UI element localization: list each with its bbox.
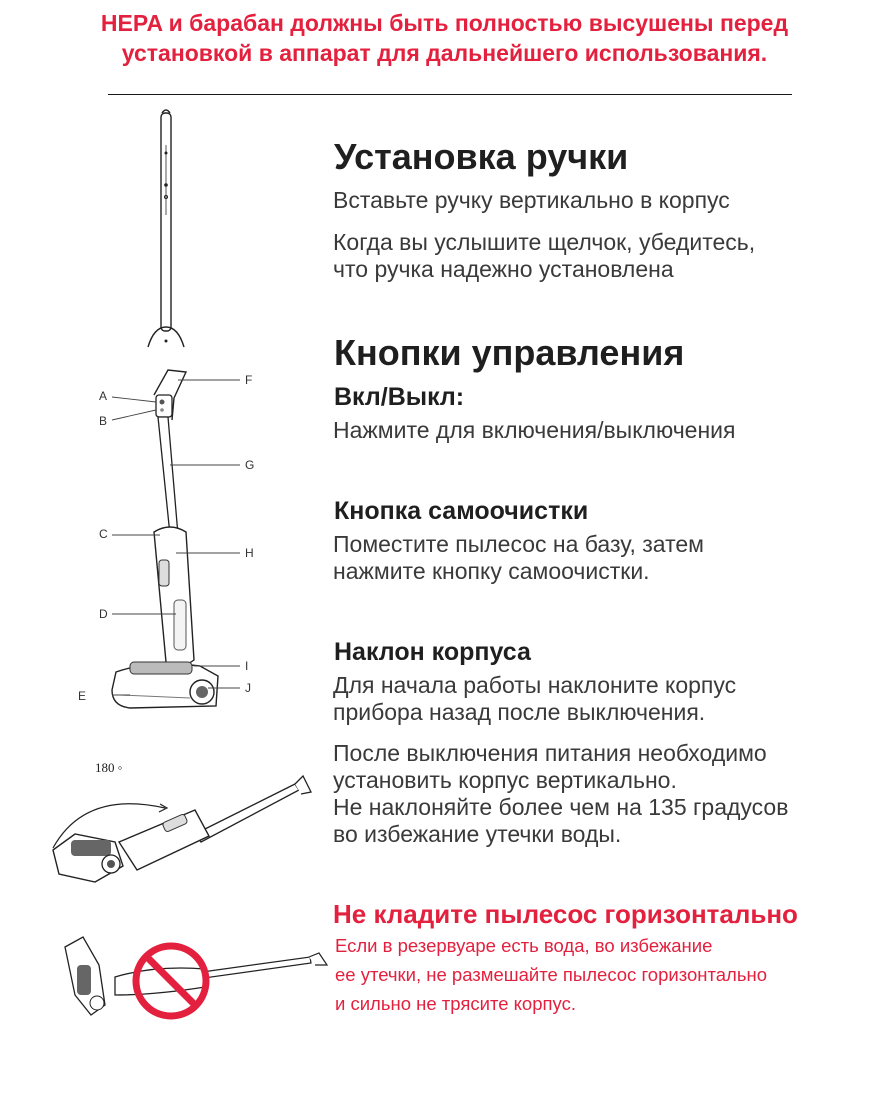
power-text: Нажмите для включения/выключения — [333, 417, 736, 443]
tilt-text: Для начала работы наклоните корпус прибора назад после выключения. — [333, 672, 737, 725]
handle-install-step1: Вставьте ручку вертикально в корпус — [333, 187, 730, 213]
handle-illustration — [140, 105, 210, 355]
power-title: Вкл/Выкл: — [334, 383, 465, 411]
label-d: D — [99, 607, 108, 621]
handle-install-step2: Когда вы услышите щелчок, убедитесь, что ручка надежно установлена — [333, 229, 756, 282]
horizontal-warning-text: Если в резервуаре есть вода, во избежание ее утечки, не размешайте пылесос горизонтально и сильно не трясите корпус. — [335, 935, 767, 1014]
tilt-illustration — [45, 770, 325, 890]
label-g: G — [245, 458, 255, 472]
vacuum-parts-diagram — [78, 360, 270, 720]
label-b: B — [99, 414, 108, 428]
tilt-note: После выключения питания необходимо установить корпус вертикально. Не наклоняйте более чем на 135 градусов во избежание утечки воды. — [333, 740, 789, 847]
label-e: E — [78, 689, 87, 703]
label-i: I — [245, 659, 249, 673]
label-h: H — [245, 546, 254, 560]
warning-line: установкой в аппарат для дальнейшего использования. — [121, 40, 768, 66]
controls-title: Кнопки управления — [334, 332, 685, 373]
label-j: J — [245, 681, 251, 695]
horizontal-warning-title: Не кладите пылесос горизонтально — [333, 899, 798, 929]
angle-label: 180 ◦ — [95, 760, 123, 775]
label-f: F — [245, 373, 253, 387]
warning-line: HEPA и барабан должны быть полностью высушены перед — [100, 10, 789, 36]
warning-banner — [0, 8, 889, 68]
self-clean-text: Поместите пылесос на базу, затем нажмите кнопку самоочистки. — [333, 531, 704, 584]
label-a: A — [99, 389, 108, 403]
divider — [108, 94, 792, 95]
tilt-title: Наклон корпуса — [334, 638, 531, 666]
horizontal-illustration — [55, 925, 330, 1025]
self-clean-title: Кнопка самоочистки — [334, 497, 589, 525]
label-c: C — [99, 527, 108, 541]
handle-install-title: Установка ручки — [334, 136, 629, 177]
